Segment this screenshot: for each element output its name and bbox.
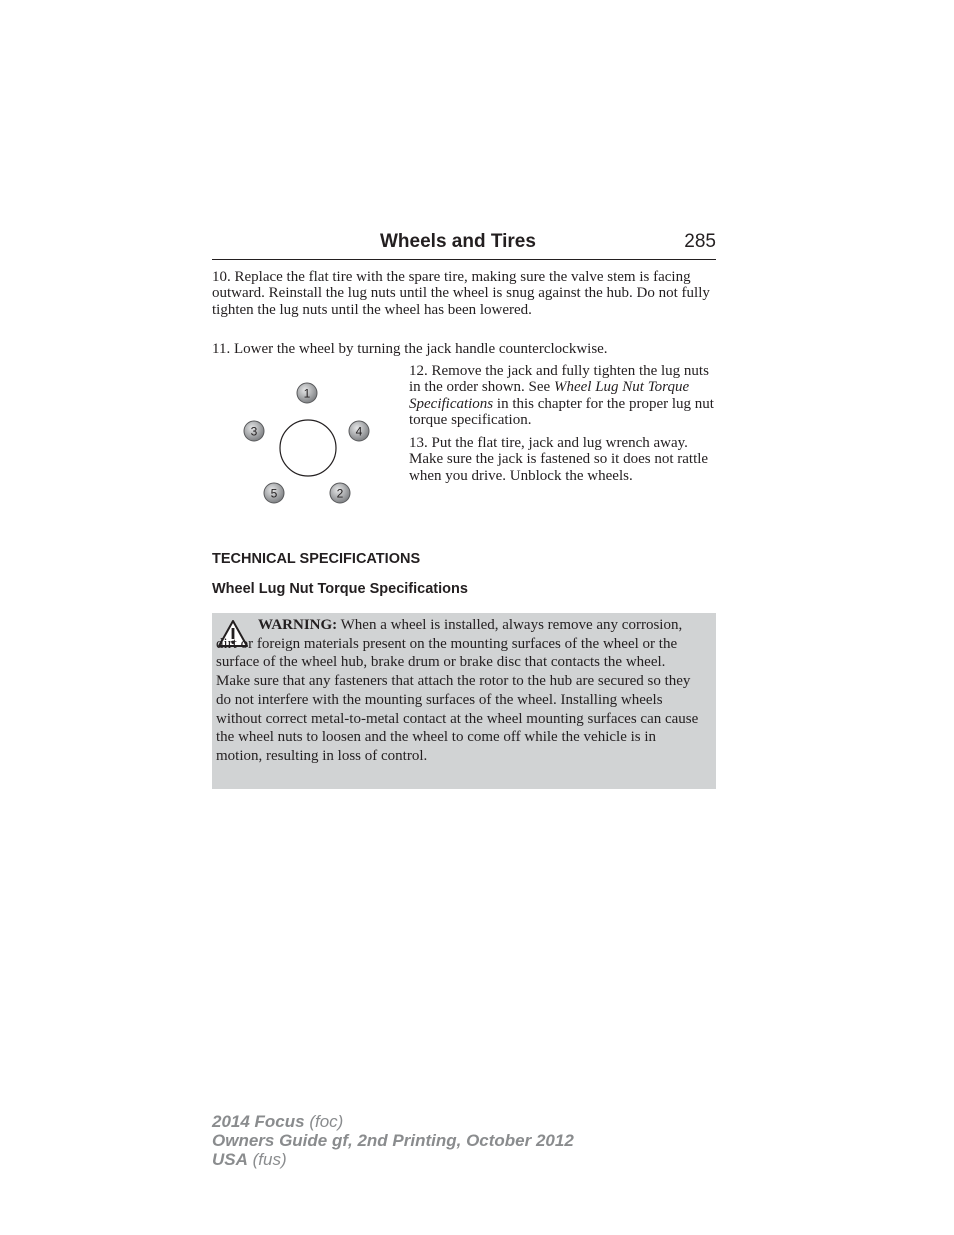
warning-text — [216, 616, 700, 766]
wheel-hub-circle — [280, 420, 336, 476]
footer-market: USA — [212, 1150, 248, 1169]
lug-nut-label: 1 — [303, 386, 311, 401]
lug-nut-3 — [244, 421, 264, 441]
warning-label: WARNING: — [258, 617, 338, 633]
warning-box — [212, 613, 716, 789]
lug-nut-4 — [349, 421, 369, 441]
document-footer — [212, 1112, 574, 1169]
lug-nut-2 — [330, 483, 350, 503]
footer-model-code: (foc) — [304, 1112, 344, 1131]
step-12 — [409, 363, 716, 428]
lug-nut-label: 4 — [355, 424, 363, 439]
cross-reference: Wheel Lug Nut Torque Specifications — [409, 379, 690, 412]
step-10: 10. Replace the flat tire with the spare tire, making sure the valve stem is facing outward. Reinstall the lug nuts until the wheel is snug against the hub. Do not fully tighten the lug nuts until the wheel has been lowered. — [212, 269, 710, 318]
footer-market-code: (fus) — [247, 1150, 287, 1169]
page-header — [212, 229, 716, 260]
page-number: 285 — [684, 231, 716, 252]
step-11: 11. Lower the wheel by turning the jack handle counterclockwise. — [212, 341, 608, 357]
step-12-text: 12. Remove the jack and fully tighten the lug nuts in the order shown. See — [409, 363, 709, 396]
step-13: 13. Put the flat tire, jack and lug wrench away. Make sure the jack is fastened so it does not rattle when you drive. Unblock the wheels. — [409, 435, 709, 484]
footer-model: 2014 Focus — [212, 1112, 305, 1131]
lug-nut-label: 5 — [270, 486, 278, 501]
step-12-text-end: in this chapter for the proper lug nut torque specification. — [409, 395, 714, 428]
section-heading-technical: TECHNICAL SPECIFICATIONS — [212, 551, 421, 567]
lug-nut-5 — [264, 483, 284, 503]
lug-nut-tightening-diagram — [232, 372, 382, 512]
subsection-heading-lug-torque: Wheel Lug Nut Torque Specifications — [212, 581, 468, 597]
lug-nut-label: 2 — [336, 486, 344, 501]
chapter-title: Wheels and Tires — [380, 231, 536, 252]
lug-nut-1 — [297, 383, 317, 403]
footer-edition: Owners Guide gf, 2nd Printing, October 2012 — [212, 1131, 574, 1150]
warning-body: When a wheel is installed, always remove any corrosion, dirt or foreign materials present on the mounting surfaces of the wheel or the surface of the wheel hub, brake drum or brake disc that contacts the wheel. Make sure that any fasteners that attach the rotor to the hub are secured so they do not interfere with the mounting surfaces of the wheel. Installing wheels without correct metal-to-metal contact at the wheel mounting surfaces can cause the wheel nuts to loosen and the wheel to come off while the vehicle is in motion, resulting in loss of control. — [216, 617, 699, 764]
lug-nut-label: 3 — [250, 424, 258, 439]
